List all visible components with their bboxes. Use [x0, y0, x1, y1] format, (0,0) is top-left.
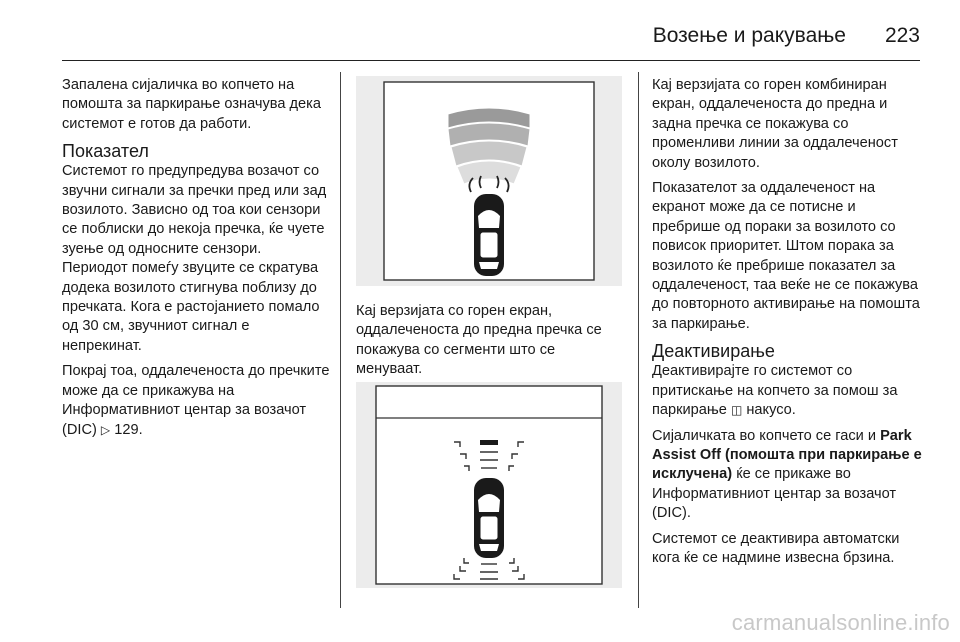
car-icon [474, 478, 504, 558]
paragraph-text: Деактивирајте го системот со притискање на копчето за помош за паркирање [652, 363, 898, 419]
paragraph: Системот го предупредува возачот со звучни сигнали за пречки пред или зад возилото. Зависно од тоа кои сензори се поблиски до некоја пречка, ќе чуете зуење од односните сензори. Периодот помеѓу звуците се скратува додека возилото стигнува поблизу до пречката. Кога е растојанието помало од 30 см, звучниот сигнал е непрекинат. [62, 163, 327, 354]
section-heading-indicator: Показател [62, 141, 149, 162]
paragraph: Системот се деактивира автоматски кога ќе се надмине извесна брзина. [652, 530, 900, 566]
paragraph: Кај верзијата со горен комбиниран екран, оддалеченоста до предна и задна пречка се покажува со променливи линии за оддалеченост околу возилото. [652, 77, 898, 171]
paragraph [652, 362, 924, 420]
park-assist-icon: ◫ [730, 403, 743, 418]
figure-front-segments [356, 76, 622, 286]
car-icon [474, 194, 504, 276]
column-right [652, 76, 924, 574]
column-divider [340, 72, 341, 608]
page-title: Возење и ракување [652, 24, 846, 47]
front-distance-illustration [356, 76, 622, 286]
paragraph: Показателот за оддалеченост на екранот може да се потисне и пребрише од пораки за возилото со повисок приоритет. Штом порака за возилото ќе пребрише показател за оддалеченост, таа веќе не се покажува до повторното активирање на помошта за паркирање. [652, 180, 920, 332]
page-reference[interactable]: 129. [114, 421, 143, 438]
section-heading-deactivate: Деактивирање [652, 341, 775, 362]
paragraph [62, 362, 330, 440]
front-active-line [480, 440, 498, 445]
paragraph: Запалена сијаличка во копчето на помошта за паркирање означува дека системот е готов да работи. [62, 77, 321, 132]
paragraph [652, 427, 924, 524]
page-reference-icon: ▷ [100, 422, 111, 437]
paragraph-text: ќе се прикаже во Информативниот центар за возачот (DIC). [652, 466, 897, 522]
paragraph-text: Сијаличката во копчето се гаси и [652, 427, 877, 444]
paragraph-text: накусо. [746, 402, 796, 419]
dic-message: Park Assist Off (помошта при паркирање е исклучена) [652, 427, 922, 483]
paragraph: Кај верзијата со горен екран, оддалеченоста до предна пречка се покажува со сегменти што се менуваат. [356, 303, 602, 378]
page-header [62, 20, 920, 61]
figure-caption [356, 302, 624, 380]
column-divider [638, 72, 639, 608]
watermark: carmanualsonline.info [731, 610, 950, 635]
paragraph-text: Покрај тоа, оддалеченоста до пречките може да се прикажува на Информативниот центар за возачот (DIC) [62, 363, 330, 438]
page-number: 223 [884, 24, 920, 47]
column-left [62, 76, 330, 446]
front-rear-distance-illustration [356, 382, 622, 588]
figure-front-rear-lines [356, 382, 622, 588]
